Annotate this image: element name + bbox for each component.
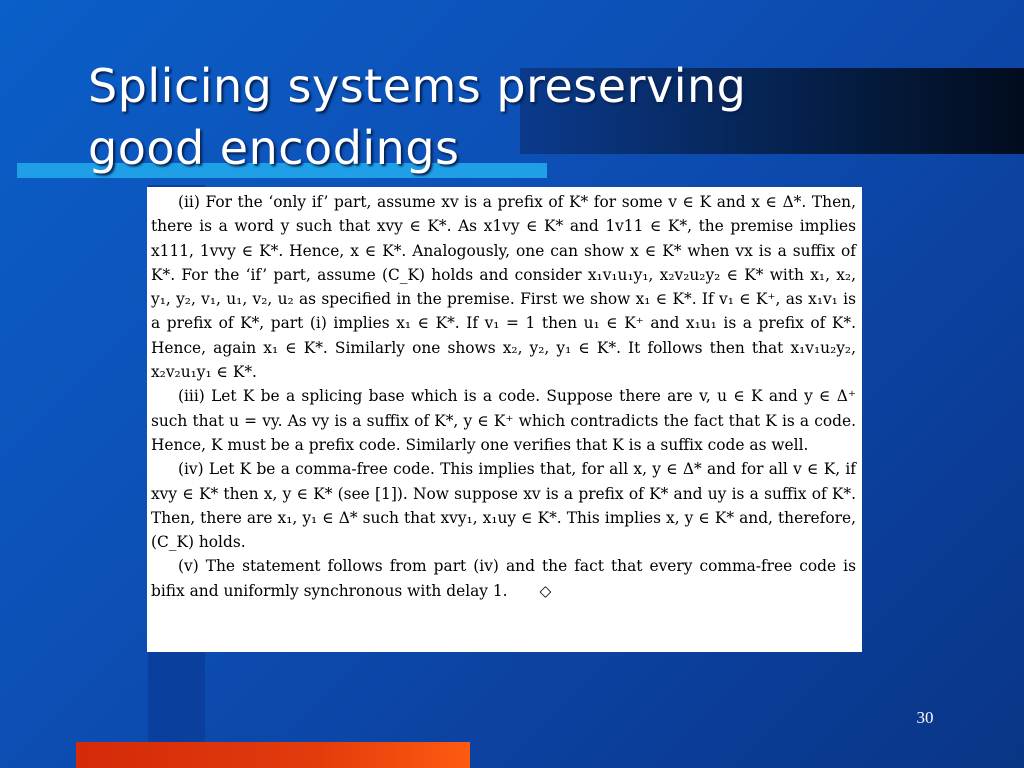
proof-paragraph-ii: (ii) For the ‘only if’ part, assume xv is a prefix of K* for some v ∈ K and x ∈ Δ*. Then, there is a word y such that xvy ∈ K*. As x1vy ∈ K* and 1v11 ∈ K*, the premise implies x111, 1vvy ∈ K*. Hence, x ∈ K*. Analogously, one can show x ∈ K* when vx is a suffix of K*. For the ‘if’ part, assume (C_K) holds and consider x₁v₁u₁y₁, x₂v₂u₂y₂ ∈ K* with x₁, x₂, y₁, y₂, v₁, u₁, v₂, u₂ as specified in the premise. First we show x₁ ∈ K*. If v₁ ∈ K⁺, as x₁v₁ is a prefix of K*, part (i) implies x₁ ∈ K*. If v₁ = 1 then u₁ ∈ K⁺ and x₁u₁ is a prefix of K*. Hence, again x₁ ∈ K*. Similarly one shows x₂, y₂, y₁ ∈ K*. It follows then that x₁v₁u₂y₂, x₂v₂u₁y₁ ∈ K*.	[151, 193, 856, 382]
proof-paragraph-iv: (iv) Let K be a comma-free code. This implies that, for all x, y ∈ Δ* and for all v ∈ K, if xvy ∈ K* then x, y ∈ K* (see [1]). Now suppose xv is a prefix of K* and uy is a suffix of K*. Then, there are x₁, y₁ ∈ Δ* such that xvy₁, x₁uy ∈ K*. This implies x, y ∈ K* and, therefore, (C_K) holds.	[151, 460, 856, 552]
proof-paragraph-v-text: (v) The statement follows from part (iv) and the fact that every comma-free code is bifix and uniformly synchronous with delay 1.	[151, 557, 856, 600]
slide-title-line-2: good encodings	[88, 121, 460, 175]
proof-paragraph-v	[151, 554, 856, 603]
slide-title-line-1: Splicing systems preserving	[88, 59, 747, 113]
slide-title	[88, 55, 888, 179]
proof-paragraph-iii: (iii) Let K be a splicing base which is a code. Suppose there are v, u ∈ K and y ∈ Δ⁺ such that u = vy. As vy is a suffix of K*, y ∈ K⁺ which contradicts the fact that K is a code. Hence, K must be a prefix code. Similarly one verifies that K is a suffix code as well.	[151, 387, 856, 454]
footer-accent-bar	[76, 742, 470, 768]
page-number: 30	[916, 708, 934, 727]
qed-symbol: ◇	[539, 581, 552, 600]
proof-text-image	[147, 187, 862, 652]
